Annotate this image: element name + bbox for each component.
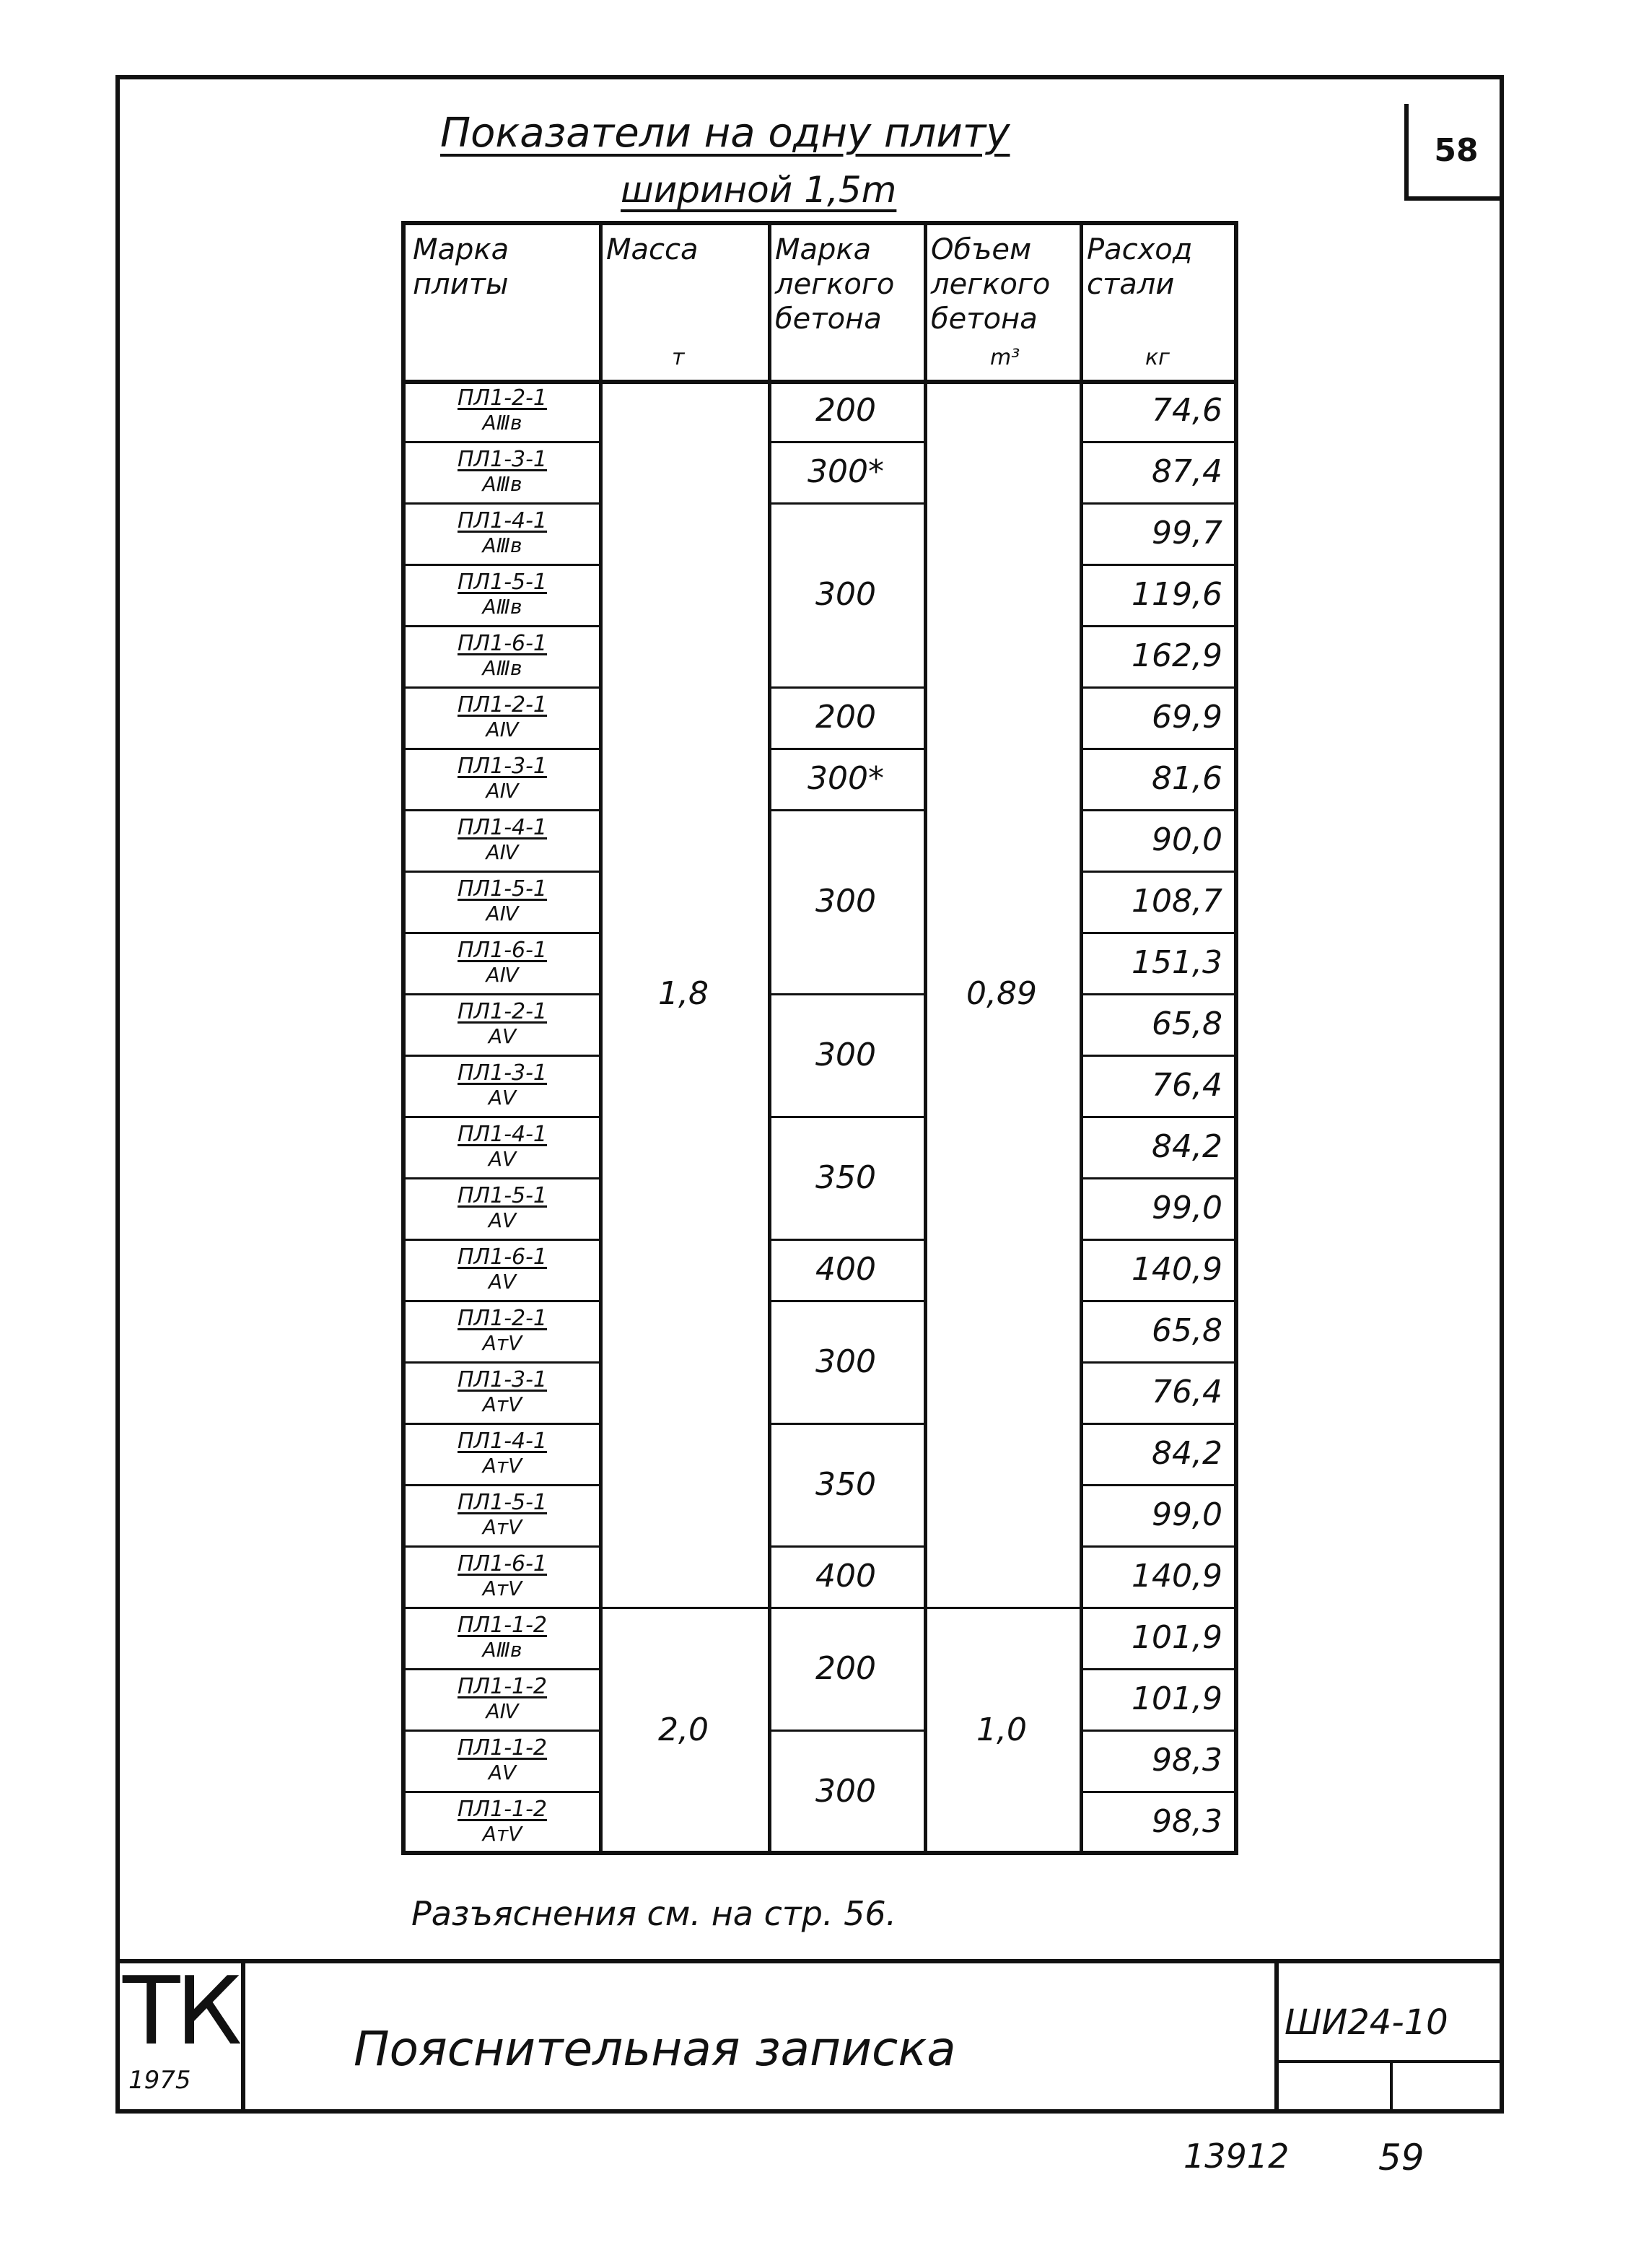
- plate-mark-code: ПЛ1-1-2: [457, 1612, 548, 1638]
- steel-class: АⅤ: [488, 1085, 517, 1109]
- steel-consumption: 101,9: [1132, 1680, 1222, 1717]
- footer-number: 13912: [1183, 2137, 1290, 2176]
- concrete-grade: 400: [815, 1251, 876, 1288]
- year-label: 1975: [128, 2066, 191, 2095]
- column-unit: т: [672, 345, 685, 370]
- mass-value: 2,0: [658, 1711, 709, 1748]
- page-number: 58: [1404, 104, 1504, 201]
- plate-mark-code: ПЛ1-3-1: [457, 446, 548, 472]
- page-subtitle: шириной 1,5m: [621, 169, 897, 211]
- steel-class: АтⅤ: [482, 1392, 522, 1416]
- steel-class: АⅤ: [488, 1208, 517, 1232]
- plate-mark: [406, 1239, 599, 1300]
- steel-consumption: 140,9: [1132, 1251, 1222, 1288]
- concrete-grade: 200: [815, 392, 876, 429]
- steel-consumption: 65,8: [1152, 1006, 1222, 1042]
- plate-mark-code: ПЛ1-3-1: [457, 1060, 548, 1086]
- concrete-grade: 400: [815, 1558, 876, 1595]
- plate-mark-code: ПЛ1-6-1: [457, 1244, 548, 1270]
- steel-class: АⅣ: [486, 962, 519, 987]
- column-header: Марка легкого бетона: [775, 233, 895, 336]
- plate-mark: [406, 1484, 599, 1545]
- steel-consumption: 99,0: [1152, 1190, 1222, 1226]
- org-logo: ТК: [123, 1956, 238, 2066]
- plate-mark-code: ПЛ1-4-1: [457, 507, 548, 533]
- plate-mark: [406, 502, 599, 564]
- steel-class: АтⅤ: [482, 1330, 522, 1355]
- steel-consumption: 65,8: [1152, 1312, 1222, 1349]
- plate-mark-code: ПЛ1-1-2: [457, 1796, 548, 1822]
- steel-consumption: 81,6: [1152, 760, 1222, 797]
- plate-mark-code: ПЛ1-3-1: [457, 753, 548, 779]
- steel-class: АтⅤ: [482, 1821, 522, 1846]
- document-title: Пояснительная записка: [354, 2021, 956, 2077]
- plate-mark-code: ПЛ1-2-1: [457, 998, 548, 1024]
- document-code: ШИ24-10: [1285, 2002, 1448, 2043]
- title-block-divider: [241, 1959, 245, 2114]
- steel-class: АⅤ: [488, 1024, 517, 1048]
- plate-mark-code: ПЛ1-6-1: [457, 937, 548, 963]
- column-unit: m³: [990, 345, 1020, 370]
- plate-mark: [406, 1055, 599, 1116]
- title-block-border: [115, 1959, 1504, 1963]
- steel-class: АⅢв: [482, 594, 522, 619]
- steel-consumption: 98,3: [1152, 1803, 1222, 1840]
- column-header: Масса: [606, 233, 699, 266]
- concrete-grade: 200: [815, 1649, 876, 1687]
- steel-class: АⅤ: [488, 1760, 517, 1784]
- concrete-grade: 300: [815, 576, 876, 613]
- steel-class: АтⅤ: [482, 1576, 522, 1600]
- steel-class: АⅤ: [488, 1269, 517, 1294]
- plate-mark-code: ПЛ1-5-1: [457, 1489, 548, 1515]
- plate-mark-code: ПЛ1-6-1: [457, 1550, 548, 1576]
- concrete-grade: 300*: [808, 453, 884, 490]
- concrete-grade: 300*: [808, 760, 884, 797]
- steel-consumption: 108,7: [1132, 883, 1222, 920]
- steel-class: АⅣ: [486, 1698, 519, 1723]
- steel-class: АⅣ: [486, 901, 519, 925]
- plate-mark-code: ПЛ1-4-1: [457, 1428, 548, 1454]
- steel-consumption: 98,3: [1152, 1742, 1222, 1779]
- steel-consumption: 84,2: [1152, 1435, 1222, 1472]
- concrete-grade: 200: [815, 699, 876, 736]
- plate-mark-code: ПЛ1-2-1: [457, 692, 548, 718]
- plate-mark: [406, 1361, 599, 1423]
- indicators-table: [401, 221, 1238, 1855]
- plate-mark: [406, 748, 599, 809]
- plate-mark-code: ПЛ1-5-1: [457, 1182, 548, 1208]
- steel-class: АⅤ: [488, 1146, 517, 1171]
- steel-class: АⅣ: [486, 839, 519, 864]
- page-title: Показатели на одну плиту: [440, 110, 1010, 157]
- concrete-grade: 300: [815, 1343, 876, 1380]
- plate-mark: [406, 625, 599, 686]
- concrete-grade: 300: [815, 1772, 876, 1810]
- plate-mark: [406, 871, 599, 932]
- plate-mark: [406, 1791, 599, 1852]
- steel-consumption: 101,9: [1132, 1619, 1222, 1656]
- concrete-grade: 350: [815, 1465, 876, 1503]
- steel-consumption: 76,4: [1152, 1374, 1222, 1410]
- steel-consumption: 74,6: [1152, 392, 1222, 429]
- plate-mark: [406, 686, 599, 748]
- footer-page: 59: [1378, 2137, 1424, 2178]
- concrete-grade: 300: [815, 1036, 876, 1073]
- plate-mark: [406, 564, 599, 625]
- explanation-note: Разъяснения см. на стр. 56.: [411, 1894, 897, 1933]
- steel-class: АтⅤ: [482, 1453, 522, 1478]
- mass-value: 1,8: [658, 974, 709, 1012]
- steel-class: АⅢв: [482, 410, 522, 435]
- plate-mark: [406, 993, 599, 1055]
- plate-mark-code: ПЛ1-3-1: [457, 1366, 548, 1392]
- plate-mark: [406, 1177, 599, 1239]
- plate-mark: [406, 1668, 599, 1730]
- column-unit: кг: [1145, 345, 1170, 370]
- steel-class: АⅢв: [482, 533, 522, 557]
- steel-consumption: 99,0: [1152, 1496, 1222, 1533]
- steel-consumption: 76,4: [1152, 1067, 1222, 1104]
- plate-mark: [406, 380, 599, 441]
- plate-mark-code: ПЛ1-5-1: [457, 569, 548, 595]
- plate-mark-code: ПЛ1-1-2: [457, 1735, 548, 1761]
- plate-mark: [406, 1116, 599, 1177]
- plate-mark: [406, 1423, 599, 1484]
- plate-mark: [406, 1300, 599, 1361]
- plate-mark: [406, 809, 599, 871]
- concrete-volume: 0,89: [966, 974, 1037, 1012]
- plate-mark: [406, 1545, 599, 1607]
- plate-mark: [406, 932, 599, 993]
- steel-consumption: 99,7: [1152, 515, 1222, 551]
- plate-mark-code: ПЛ1-2-1: [457, 1305, 548, 1331]
- column-header: Объем легкого бетона: [931, 233, 1051, 336]
- steel-consumption: 140,9: [1132, 1558, 1222, 1595]
- column-header: Марка плиты: [413, 233, 509, 301]
- steel-class: АⅣ: [486, 717, 519, 741]
- steel-consumption: 119,6: [1132, 576, 1222, 613]
- plate-mark-code: ПЛ1-5-1: [457, 876, 548, 902]
- steel-class: АⅢв: [482, 1637, 522, 1662]
- steel-consumption: 151,3: [1132, 944, 1222, 981]
- steel-class: АⅢв: [482, 471, 522, 496]
- plate-mark-code: ПЛ1-4-1: [457, 1121, 548, 1147]
- concrete-grade: 300: [815, 883, 876, 920]
- column-header: Расход стали: [1087, 233, 1193, 301]
- steel-consumption: 69,9: [1152, 699, 1222, 736]
- plate-mark: [406, 1730, 599, 1791]
- steel-consumption: 90,0: [1152, 821, 1222, 858]
- plate-mark-code: ПЛ1-1-2: [457, 1673, 548, 1699]
- plate-mark-code: ПЛ1-4-1: [457, 814, 548, 840]
- plate-mark-code: ПЛ1-2-1: [457, 385, 548, 411]
- plate-mark-code: ПЛ1-6-1: [457, 630, 548, 656]
- steel-consumption: 87,4: [1152, 453, 1222, 490]
- concrete-grade: 350: [815, 1159, 876, 1196]
- plate-mark: [406, 1607, 599, 1668]
- title-block-divider: [1274, 2060, 1504, 2063]
- steel-class: АтⅤ: [482, 1514, 522, 1539]
- steel-class: АⅢв: [482, 655, 522, 680]
- steel-consumption: 84,2: [1152, 1128, 1222, 1165]
- plate-mark: [406, 441, 599, 502]
- steel-class: АⅣ: [486, 778, 519, 803]
- title-block-divider: [1274, 1959, 1279, 2114]
- concrete-volume: 1,0: [976, 1711, 1027, 1748]
- title-block-divider: [1390, 2060, 1393, 2114]
- steel-consumption: 162,9: [1132, 637, 1222, 674]
